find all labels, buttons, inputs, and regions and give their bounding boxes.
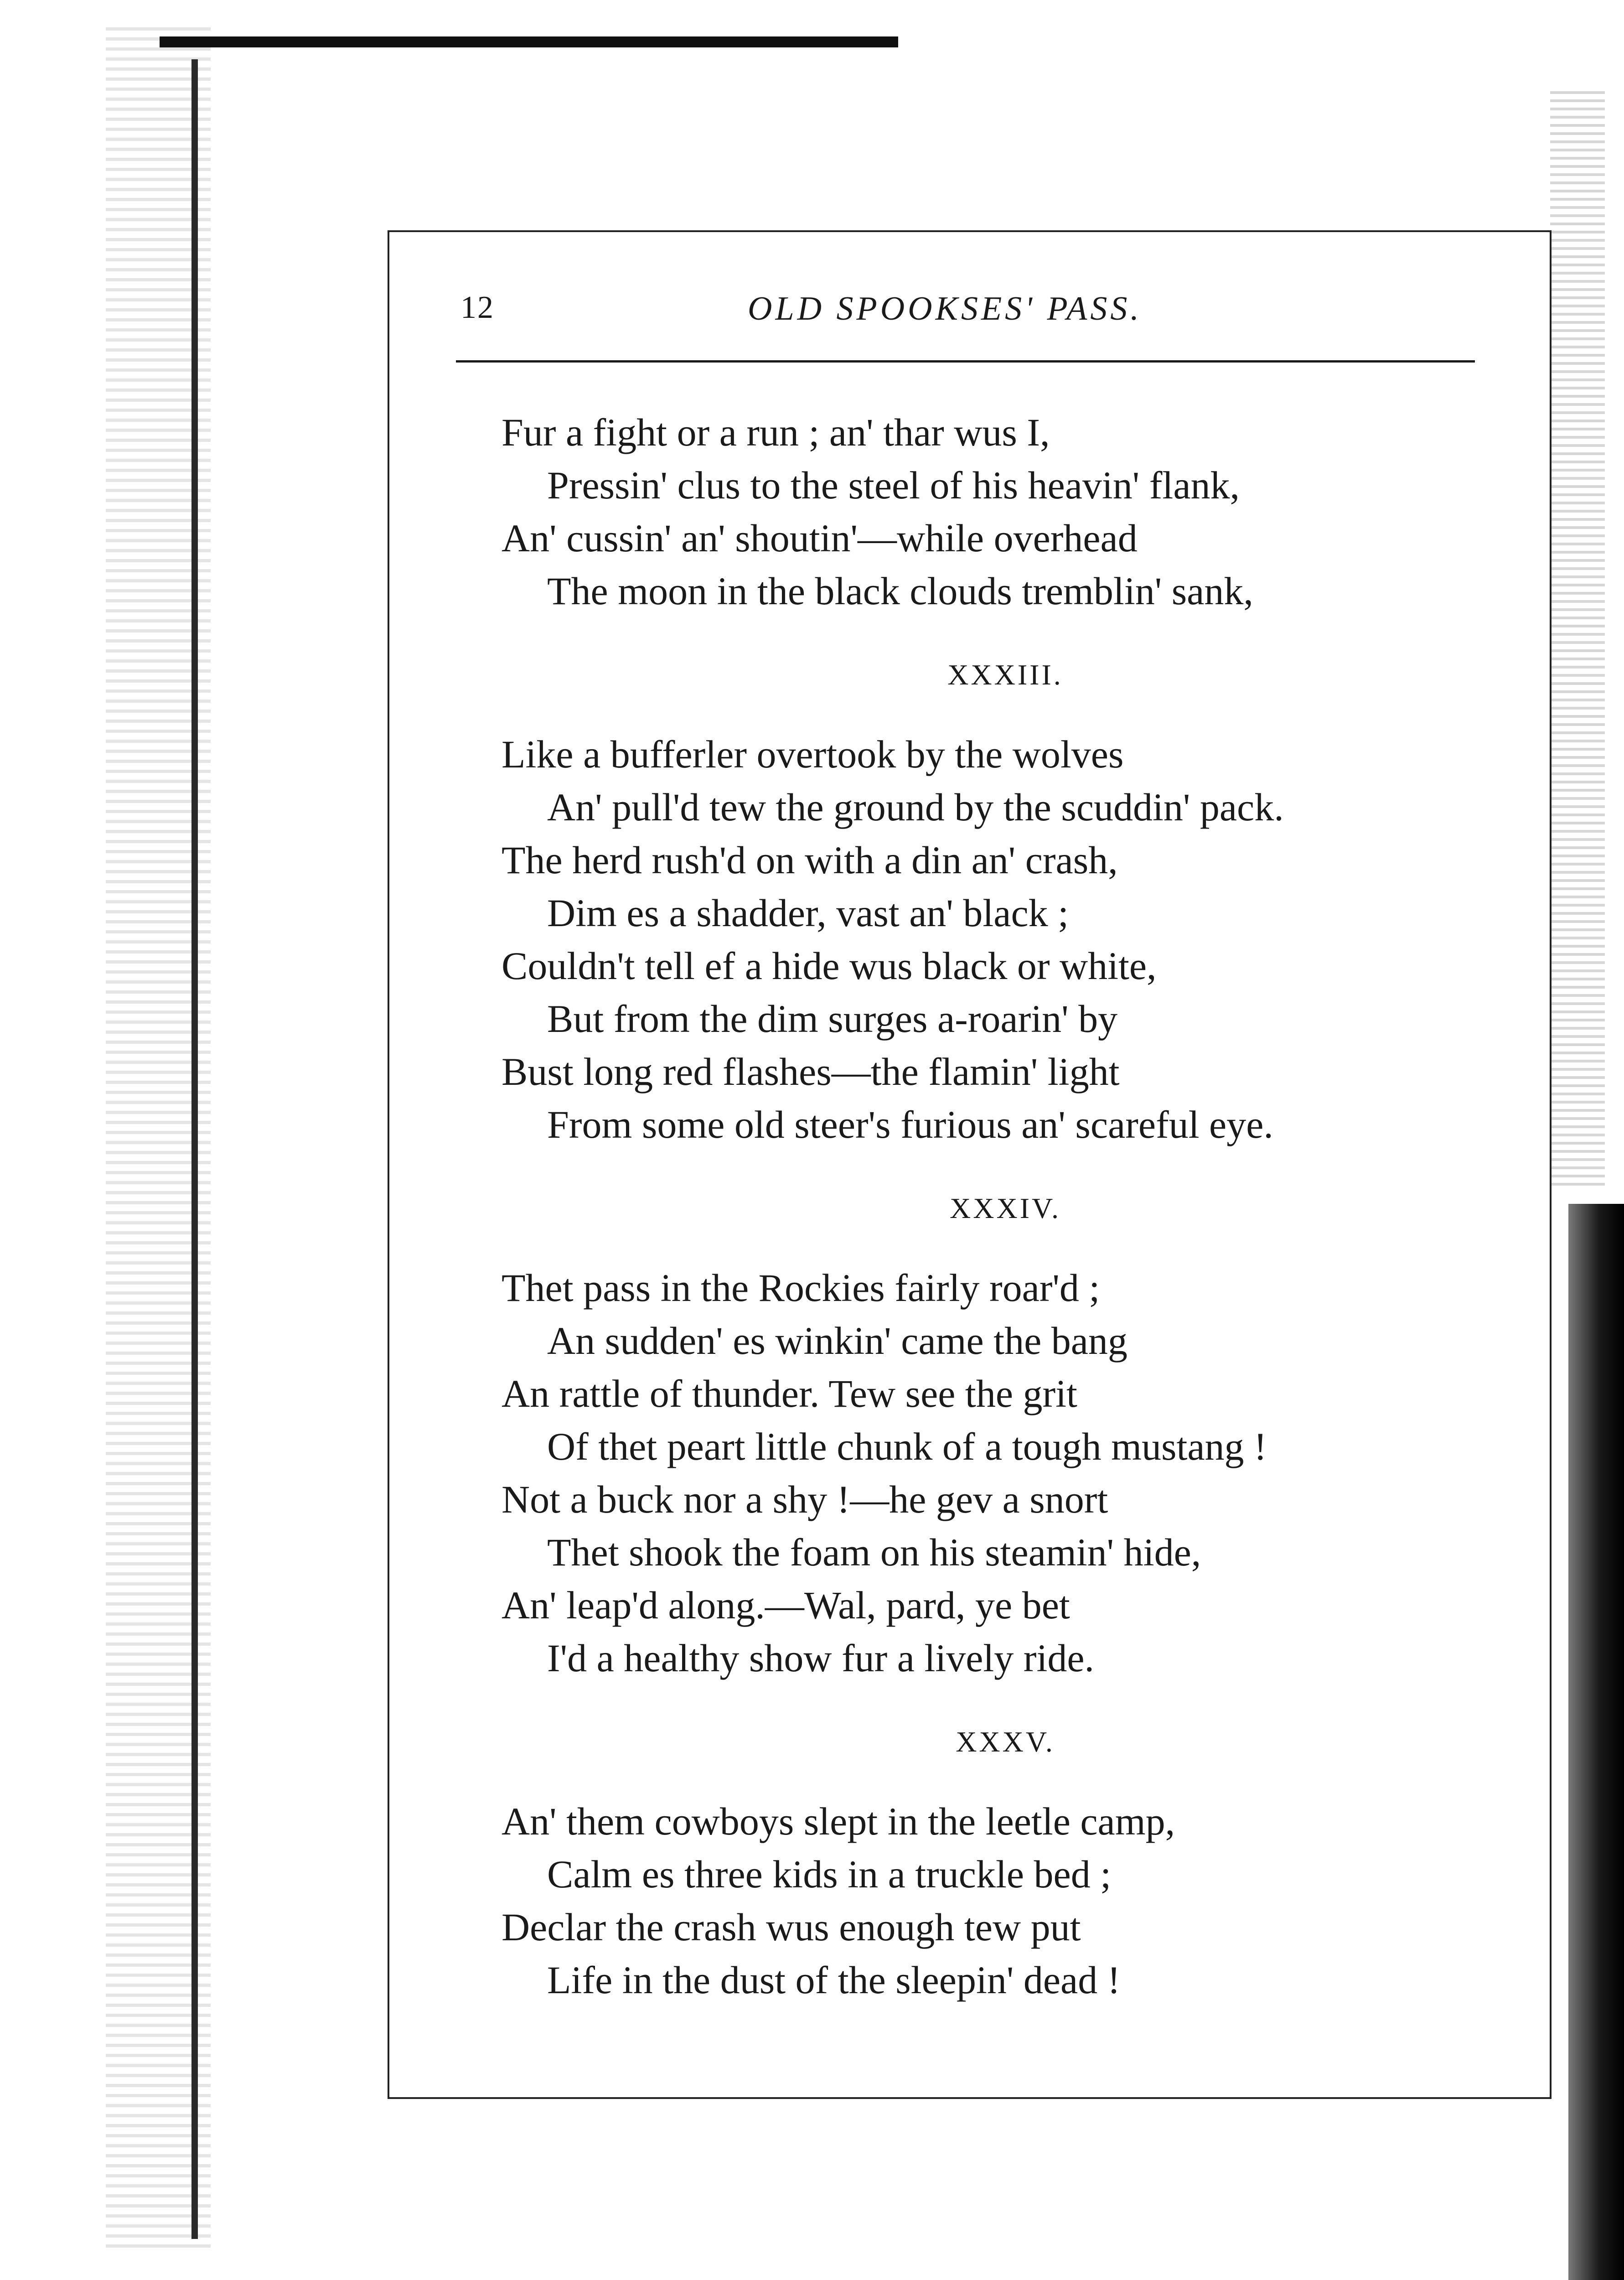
verse-line: Not a buck nor a shy !—he gev a snort — [502, 1477, 1108, 1521]
stanza-32-end — [502, 406, 1482, 617]
verse-line: An rattle of thunder. Tew see the grit — [502, 1372, 1077, 1415]
verse-line: Pressin' clus to the steel of his heavin' flank, — [547, 463, 1240, 507]
verse-line: An' cussin' an' shoutin'—while overhead — [502, 516, 1138, 560]
stanza-numeral: XXXIV. — [950, 1192, 1061, 1224]
verse-line: The moon in the black clouds tremblin' sank, — [547, 569, 1253, 613]
scan-binding-rule — [191, 59, 198, 2239]
verse-line: Couldn't tell ef a hide wus black or white, — [502, 944, 1157, 988]
verse-line: An' them cowboys slept in the leetle camp, — [502, 1799, 1175, 1843]
verse-line: Declar the crash wus enough tew put — [502, 1905, 1081, 1949]
stanza-numeral: XXXIII. — [947, 658, 1063, 691]
verse-line: Dim es a shadder, vast an' black ; — [547, 891, 1069, 935]
running-head — [460, 283, 1473, 333]
verse-line: An' pull'd tew the ground by the scuddin' pack. — [547, 785, 1284, 829]
header-rule — [456, 360, 1475, 363]
verse-line: Fur a fight or a run ; an' thar wus I, — [502, 410, 1050, 454]
poem-body — [502, 406, 1482, 2006]
stanza-34 — [502, 1261, 1482, 1684]
stanza-35 — [502, 1795, 1482, 2006]
verse-line: Of thet peart little chunk of a tough mustang ! — [547, 1425, 1267, 1468]
verse-line: From some old steer's furious an' scareful eye. — [547, 1103, 1273, 1146]
verse-line: Thet shook the foam on his steamin' hide, — [547, 1530, 1201, 1574]
verse-line: But from the dim surges a-roarin' by — [547, 997, 1118, 1041]
stanza-numeral: XXXV. — [956, 1726, 1055, 1758]
verse-line: Life in the dust of the sleepin' dead ! — [547, 1958, 1121, 2002]
verse-line: Like a bufferler overtook by the wolves — [502, 732, 1124, 776]
page-number: 12 — [460, 290, 494, 325]
scan-top-bar — [160, 36, 898, 47]
verse-line: An sudden' es winkin' came the bang — [547, 1319, 1127, 1363]
verse-line: Calm es three kids in a truckle bed ; — [547, 1852, 1112, 1896]
scan-right-edge — [1550, 91, 1605, 1186]
scan-right-shadow — [1568, 1204, 1624, 2280]
verse-line: I'd a healthy show fur a lively ride. — [547, 1636, 1095, 1680]
verse-line: The herd rush'd on with a din an' crash, — [502, 838, 1118, 882]
verse-line: Bust long red flashes—the flamin' light — [502, 1050, 1120, 1093]
running-title: OLD SPOOKSES' PASS. — [748, 290, 1142, 327]
verse-line: An' leap'd along.—Wal, pard, ye bet — [502, 1583, 1070, 1627]
verse-line: Thet pass in the Rockies fairly roar'd ; — [502, 1266, 1100, 1310]
stanza-33 — [502, 728, 1482, 1151]
